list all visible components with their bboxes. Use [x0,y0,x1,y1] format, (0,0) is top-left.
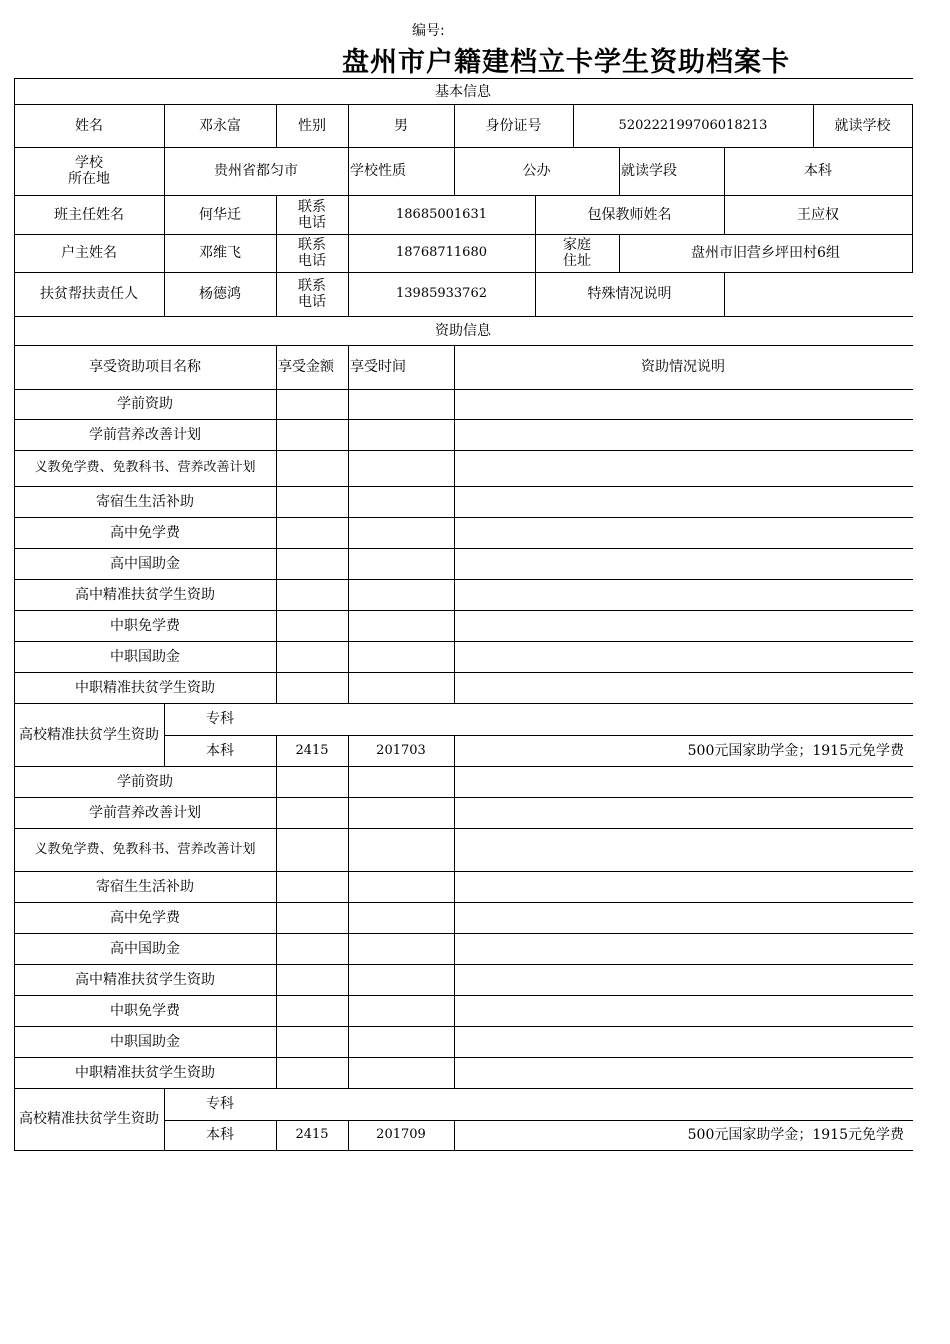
grid-line [454,610,455,642]
grid-line [454,766,455,798]
aid-item-row: 高中精准扶贫学生资助 [75,971,215,988]
school-type-value: 公办 [522,163,551,179]
household-value: 邓维飞 [199,245,241,261]
grid-line [454,641,455,673]
grid-line [276,871,277,903]
aid-item-row: 高中精准扶贫学生资助 [75,586,215,603]
grid-line [276,610,277,642]
grid-line [276,902,277,934]
aid-info-header: 资助信息 [435,322,491,339]
aid-item-row: 中职免学费 [110,1002,180,1019]
grid-line [454,389,455,420]
grid-line [454,995,455,1027]
grid-line [912,104,913,273]
grid-line [276,797,277,829]
col-amount-header: 享受金额 [278,359,334,375]
aid-item-row: 高中免学费 [110,909,180,926]
grid-line [276,1057,277,1089]
aid-item-row: 学前资助 [117,773,173,790]
aid-item-row: 中职国助金 [110,1033,180,1050]
grid-line [276,933,277,965]
grid-line [276,389,277,420]
school-label: 就读学校 [834,117,891,134]
grid-line [276,548,277,580]
guarantor-value: 王应权 [797,206,839,223]
aid-item-row: 学前营养改善计划 [89,426,201,443]
grid-line [348,419,349,451]
college-aid-label: 高校精准扶贫学生资助 [19,726,159,743]
grid-line [348,1057,349,1089]
benke-label: 本科 [206,742,234,759]
grid-line [276,766,277,798]
grid-line [348,548,349,580]
special-value [724,272,912,316]
aid-item-row: 中职精准扶贫学生资助 [75,679,215,696]
aid-item-row: 高中免学费 [110,524,180,541]
grid-line [454,579,455,611]
grid-line [276,579,277,611]
grid-line [348,964,349,996]
benke-amount: 2415 [295,1127,329,1142]
grid-line [348,828,349,872]
aid-item-row: 学前营养改善计划 [89,804,201,821]
grid-line [276,486,277,518]
id-number-value: 520222199706018213 [618,117,768,133]
grid-line [454,871,455,903]
grid-line [348,797,349,829]
aid-item-row: 中职免学费 [110,617,180,634]
benke-time: 201703 [376,742,426,758]
serial-number-label: 编号: [412,23,445,39]
poverty-phone-label: 联系 电话 [298,278,326,310]
benke-time: 201709 [376,1127,426,1142]
address-value: 盘州市旧营乡坪田村6组 [691,245,840,261]
grid-line [348,450,349,487]
aid-item-row: 高中国助金 [110,940,180,957]
aid-item-row: 高中国助金 [110,555,180,572]
grid-line [454,964,455,996]
name-value: 邓永富 [199,117,241,134]
grid-line [276,450,277,487]
zhuanke-label: 专科 [206,711,234,727]
teacher-value: 何华迁 [199,206,241,223]
grid-line [454,902,455,934]
grid-line [276,828,277,872]
grid-line [348,871,349,903]
grid-line [276,964,277,996]
grid-line [348,579,349,611]
teacher-phone-value: 18685001631 [396,206,487,222]
benke-amount: 2415 [295,742,329,758]
grid-line [454,797,455,829]
aid-item-row: 中职国助金 [110,648,180,665]
zhuanke-label: 专科 [206,1096,234,1112]
grid-line [276,641,277,673]
col-name-header: 享受资助项目名称 [89,359,201,375]
teacher-phone-label: 联系 电话 [298,198,326,231]
name-label: 姓名 [75,117,103,134]
aid-item-row: 中职精准扶贫学生资助 [75,1064,215,1081]
aid-item-row: 寄宿生生活补助 [96,878,194,895]
grid-line [454,419,455,451]
household-label: 户主姓名 [61,245,117,261]
benke-label: 本科 [206,1127,234,1143]
grid-line [276,517,277,549]
benke-desc: 500元国家助学金；1915元免学费 [687,742,904,759]
col-time-header: 享受时间 [350,359,406,375]
grid-line [348,517,349,549]
grid-line [276,995,277,1027]
grid-line [454,1057,455,1089]
grid-line [454,548,455,580]
grid-line [348,389,349,420]
poverty-phone-value: 13985933762 [396,286,487,301]
household-phone-value: 18768711680 [396,245,487,260]
gender-value: 男 [394,117,408,134]
grid-line [348,486,349,518]
grid-line [348,766,349,798]
poverty-person-value: 杨德鸿 [199,286,241,302]
teacher-label: 班主任姓名 [54,206,124,223]
basic-info-header: 基本信息 [435,83,491,100]
grid-line [454,933,455,965]
household-phone-label: 联系 电话 [298,237,326,269]
grid-line [276,672,277,704]
school-type-label: 学校性质 [350,163,406,179]
aid-item-row: 寄宿生生活补助 [96,493,194,510]
school-location-value: 贵州省都匀市 [214,163,298,179]
grid-line [348,610,349,642]
benke-desc: 500元国家助学金；1915元免学费 [687,1127,904,1143]
school-location-label: 学校 所在地 [68,155,110,187]
grid-line [348,1026,349,1058]
grid-line [348,933,349,965]
grid-line [454,672,455,704]
aid-item-row: 学前资助 [117,396,173,412]
grid-line [348,672,349,704]
id-label: 身份证号 [485,117,542,134]
gender-label: 性别 [298,117,326,134]
stage-label: 就读学段 [621,163,677,179]
poverty-person-label: 扶贫帮扶责任人 [40,286,138,302]
grid-line [454,1026,455,1058]
grid-line [454,486,455,518]
stage-value: 本科 [804,163,832,179]
address-label: 家庭 住址 [563,237,591,269]
grid-line [348,641,349,673]
grid-line [276,419,277,451]
grid-line [14,1150,913,1151]
document-title: 盘州市户籍建档立卡学生资助档案卡 [342,47,790,78]
grid-line [276,1026,277,1058]
grid-line [454,828,455,872]
aid-item-row: 义教免学费、免教科书、营养改善计划 [34,841,256,857]
guarantor-label: 包保教师姓名 [587,206,672,223]
college-aid-label: 高校精准扶贫学生资助 [19,1111,159,1127]
aid-item-row: 义教免学费、免教科书、营养改善计划 [34,460,256,475]
grid-line [348,995,349,1027]
special-label: 特殊情况说明 [587,286,672,302]
grid-line [348,902,349,934]
grid-line [454,450,455,487]
grid-line [454,517,455,549]
col-desc-header: 资助情况说明 [641,359,725,375]
